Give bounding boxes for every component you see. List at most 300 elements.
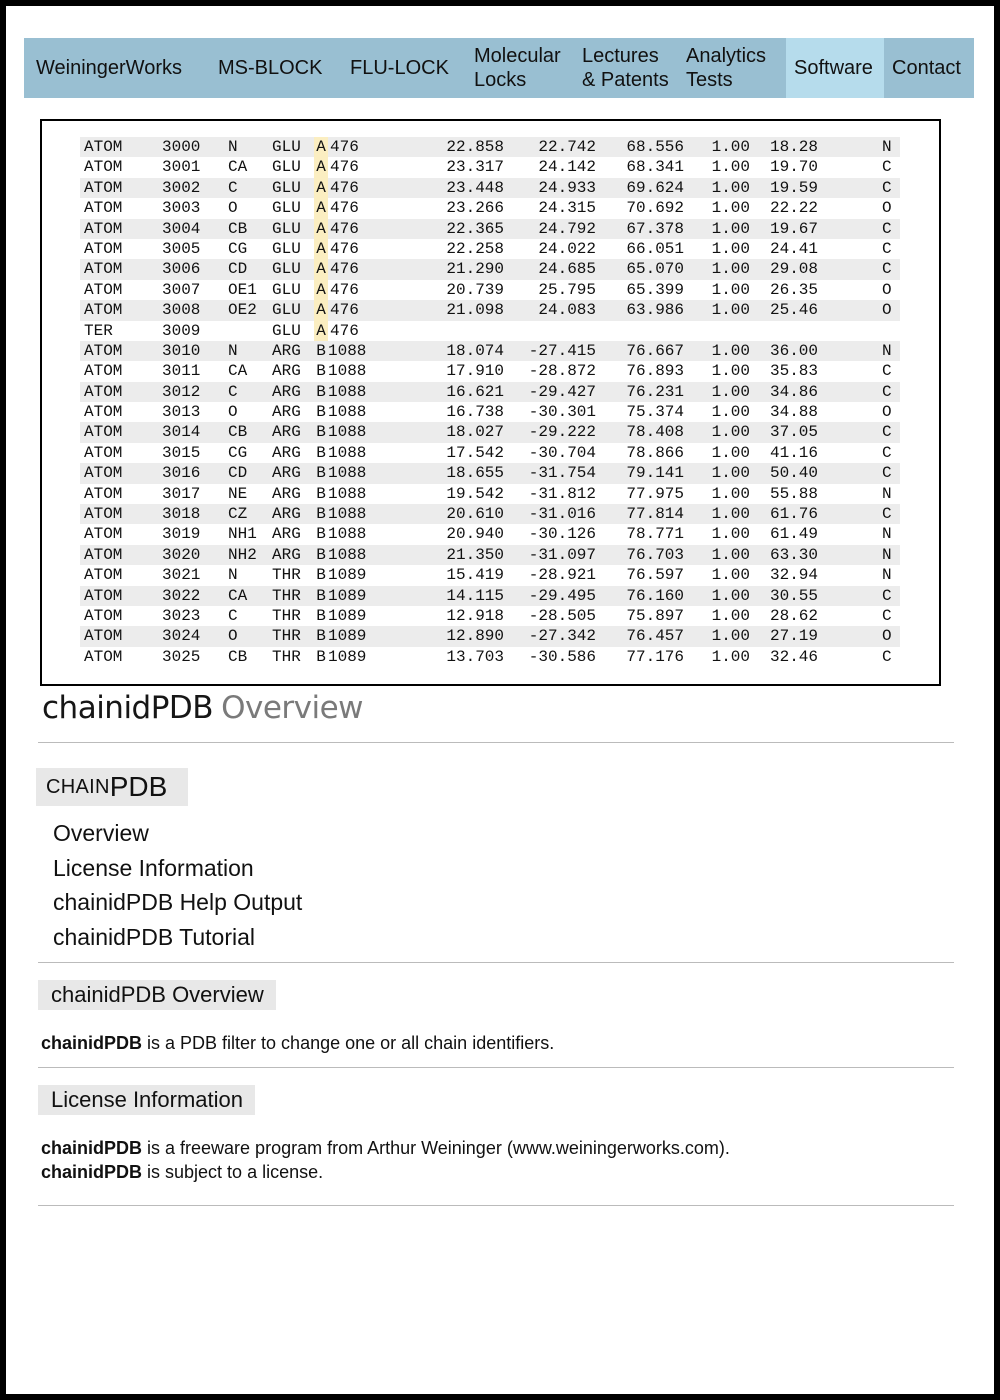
pdb-field-occ: 1.00 [711, 627, 750, 646]
pdb-field-rec: ATOM [84, 606, 123, 625]
pdb-field-occ: 1.00 [711, 341, 750, 360]
pdb-field-rec: ATOM [84, 301, 123, 320]
pdb-field-el: C [882, 586, 892, 605]
pdb-field-b: 34.88 [769, 403, 818, 422]
pdb-line [80, 137, 900, 157]
pdb-field-occ: 1.00 [711, 647, 750, 666]
pdb-line [80, 198, 900, 218]
pdb-field-z: 70.692 [626, 199, 684, 218]
pdb-field-el: N [882, 341, 892, 360]
pdb-field-y: -31.016 [528, 505, 596, 524]
pdb-field-occ: 1.00 [711, 423, 750, 442]
pdb-field-y: -28.921 [528, 566, 596, 585]
pdb-field-z: 76.457 [626, 627, 684, 646]
pdb-field-b: 55.88 [769, 484, 818, 503]
overview-prog-name: chainidPDB [41, 1033, 143, 1053]
pdb-field-rec: ATOM [84, 443, 123, 462]
pdb-field-b: 36.00 [769, 341, 818, 360]
pdb-field-x: 21.290 [446, 260, 504, 279]
pdb-field-el: C [882, 158, 892, 177]
pdb-field-chn: A [314, 259, 328, 279]
pdb-rows [80, 137, 900, 667]
chainpdb-tag-small: CHAIN [46, 775, 110, 798]
pdb-field-num: 476 [330, 301, 359, 320]
pdb-field-chn: B [316, 505, 326, 524]
pdb-field-num: 1088 [328, 341, 367, 360]
pdb-field-occ: 1.00 [711, 566, 750, 585]
pdb-field-res: ARG [272, 341, 301, 360]
pdb-field-res: ARG [272, 545, 301, 564]
pdb-field-atm: N [228, 138, 238, 156]
pdb-field-z: 79.141 [626, 464, 684, 483]
pdb-field-x: 14.115 [446, 586, 504, 605]
pdb-field-z: 68.341 [626, 158, 684, 177]
nav-analytics-tests[interactable]: Analytics Tests [686, 45, 767, 91]
pdb-field-res: GLU [272, 301, 301, 320]
pdb-field-x: 18.027 [446, 423, 504, 442]
pdb-field-el: C [882, 606, 892, 625]
pdb-field-num: 1088 [328, 464, 367, 483]
pdb-field-chn: A [314, 239, 328, 259]
pdb-field-x: 23.266 [446, 199, 504, 218]
pdb-field-ser: 3020 [162, 545, 201, 564]
license-text-2: is subject to a license. [142, 1162, 324, 1182]
pdb-field-x: 15.419 [446, 566, 504, 585]
pdb-field-num: 1088 [328, 403, 367, 422]
pdb-field-atm: CD [228, 464, 248, 483]
pdb-field-chn: B [316, 647, 326, 666]
pdb-field-z: 68.556 [626, 138, 684, 156]
pdb-field-ser: 3003 [162, 199, 201, 218]
pdb-line [80, 361, 900, 381]
pdb-field-rec: ATOM [84, 219, 123, 238]
pdb-field-z: 75.374 [626, 403, 684, 422]
pdb-field-occ: 1.00 [711, 301, 750, 320]
pdb-field-chn: B [316, 464, 326, 483]
pdb-field-z: 76.231 [626, 382, 684, 401]
pdb-field-z: 77.975 [626, 484, 684, 503]
pdb-field-y: -29.222 [528, 423, 596, 442]
pdb-field-atm: NH1 [228, 525, 257, 544]
pdb-field-atm: NE [228, 484, 248, 503]
pdb-field-el: N [882, 566, 892, 585]
pdb-field-res: GLU [272, 219, 301, 238]
pdb-field-res: ARG [272, 505, 301, 524]
divider [38, 1205, 954, 1206]
pdb-field-chn: B [316, 627, 326, 646]
pdb-field-x: 17.910 [446, 362, 504, 381]
license-line-2 [41, 1160, 323, 1184]
pdb-field-y: 25.795 [538, 280, 596, 299]
pdb-line [80, 239, 900, 259]
pdb-field-el: O [882, 403, 892, 422]
pdb-field-occ: 1.00 [711, 382, 750, 401]
pdb-field-atm: N [228, 566, 238, 585]
pdb-field-y: 24.142 [538, 158, 596, 177]
pdb-field-atm: C [228, 178, 238, 197]
pdb-field-ser: 3010 [162, 341, 201, 360]
pdb-field-ser: 3022 [162, 586, 201, 605]
chainpdb-tag-big: PDB [109, 771, 168, 802]
pdb-field-ser: 3023 [162, 606, 201, 625]
nav-software[interactable]: Software [786, 38, 884, 98]
pdb-field-chn: A [314, 300, 328, 320]
nav-flu-lock[interactable]: FLU-LOCK [350, 57, 449, 79]
pdb-field-x: 20.610 [446, 505, 504, 524]
pdb-field-rec: ATOM [84, 341, 123, 360]
pdb-field-occ: 1.00 [711, 545, 750, 564]
pdb-field-res: THR [272, 606, 301, 625]
pdb-field-ser: 3000 [162, 138, 201, 156]
divider [38, 1067, 954, 1068]
pdb-line [80, 300, 900, 320]
pdb-field-z: 78.866 [626, 443, 684, 462]
pdb-field-occ: 1.00 [711, 443, 750, 462]
pdb-field-ser: 3007 [162, 280, 201, 299]
pdb-field-res: THR [272, 627, 301, 646]
pdb-field-ser: 3016 [162, 464, 201, 483]
pdb-field-res: GLU [272, 280, 301, 299]
pdb-field-num: 476 [330, 260, 359, 279]
pdb-field-atm: C [228, 382, 238, 401]
pdb-field-ser: 3001 [162, 158, 201, 177]
pdb-field-z: 76.667 [626, 341, 684, 360]
pdb-field-atm: CA [228, 362, 248, 381]
pdb-field-x: 18.074 [446, 341, 504, 360]
pdb-field-ser: 3012 [162, 382, 201, 401]
pdb-field-occ: 1.00 [711, 280, 750, 299]
toc-overview[interactable]: Overview [53, 820, 149, 846]
pdb-field-occ: 1.00 [711, 138, 750, 156]
pdb-field-res: GLU [272, 199, 301, 218]
pdb-field-ser: 3024 [162, 627, 201, 646]
pdb-field-z: 65.399 [626, 280, 684, 299]
license-prog-name: chainidPDB [41, 1162, 143, 1182]
pdb-field-ser: 3014 [162, 423, 201, 442]
pdb-field-el: C [882, 178, 892, 197]
pdb-field-b: 41.16 [769, 443, 818, 462]
pdb-field-num: 1088 [328, 382, 367, 401]
pdb-field-res: THR [272, 586, 301, 605]
pdb-field-num: 476 [330, 199, 359, 218]
pdb-field-y: -31.097 [528, 545, 596, 564]
pdb-field-num: 1089 [328, 566, 367, 585]
pdb-field-y: 24.792 [538, 219, 596, 238]
pdb-field-b: 19.67 [769, 219, 818, 238]
pdb-field-occ: 1.00 [711, 484, 750, 503]
license-prog-name: chainidPDB [41, 1138, 143, 1158]
pdb-field-y: -30.126 [528, 525, 596, 544]
pdb-field-res: THR [272, 647, 301, 666]
pdb-field-chn: A [314, 219, 328, 239]
pdb-field-ser: 3009 [162, 321, 201, 340]
pdb-field-rec: ATOM [84, 525, 123, 544]
pdb-field-atm: CA [228, 586, 248, 605]
pdb-field-atm: O [228, 199, 238, 218]
pdb-line [80, 341, 900, 361]
pdb-line [80, 422, 900, 442]
overview-text [41, 1031, 554, 1055]
pdb-line [80, 647, 900, 667]
pdb-line [80, 402, 900, 422]
pdb-field-atm: CB [228, 647, 248, 666]
divider [38, 742, 954, 743]
pdb-field-ser: 3002 [162, 178, 201, 197]
pdb-field-x: 18.655 [446, 464, 504, 483]
pdb-field-chn: B [316, 382, 326, 401]
pdb-field-el: O [882, 280, 892, 299]
pdb-field-rec: ATOM [84, 505, 123, 524]
pdb-field-x: 17.542 [446, 443, 504, 462]
pdb-field-atm: CG [228, 443, 248, 462]
pdb-field-b: 50.40 [769, 464, 818, 483]
pdb-field-b: 25.46 [769, 301, 818, 320]
pdb-field-occ: 1.00 [711, 158, 750, 177]
pdb-field-res: GLU [272, 178, 301, 197]
pdb-field-rec: ATOM [84, 423, 123, 442]
pdb-field-res: GLU [272, 158, 301, 177]
pdb-field-y: -30.586 [528, 647, 596, 666]
pdb-field-rec: ATOM [84, 178, 123, 197]
pdb-field-y: -27.415 [528, 341, 596, 360]
pdb-field-occ: 1.00 [711, 178, 750, 197]
pdb-field-num: 1088 [328, 484, 367, 503]
pdb-field-res: GLU [272, 239, 301, 258]
pdb-line [80, 259, 900, 279]
pdb-field-atm: CB [228, 219, 248, 238]
pdb-field-y: -30.301 [528, 403, 596, 422]
pdb-field-el: O [882, 301, 892, 320]
license-heading: License Information [38, 1085, 255, 1115]
pdb-field-ser: 3004 [162, 219, 201, 238]
pdb-field-y: -27.342 [528, 627, 596, 646]
pdb-field-num: 1089 [328, 586, 367, 605]
pdb-field-y: 24.315 [538, 199, 596, 218]
pdb-field-chn: A [314, 178, 328, 198]
pdb-line [80, 463, 900, 483]
pdb-field-res: ARG [272, 403, 301, 422]
pdb-field-x: 22.258 [446, 239, 504, 258]
pdb-field-rec: ATOM [84, 362, 123, 381]
pdb-field-ser: 3015 [162, 443, 201, 462]
pdb-field-chn: A [314, 280, 328, 300]
pdb-field-res: GLU [272, 260, 301, 279]
pdb-field-ser: 3018 [162, 505, 201, 524]
pdb-field-el: C [882, 423, 892, 442]
pdb-field-z: 78.771 [626, 525, 684, 544]
pdb-line [80, 606, 900, 626]
pdb-line [80, 626, 900, 646]
pdb-field-chn: A [314, 321, 328, 341]
pdb-field-num: 1088 [328, 362, 367, 381]
pdb-field-y: -28.505 [528, 606, 596, 625]
pdb-field-el: O [882, 199, 892, 218]
pdb-field-rec: ATOM [84, 199, 123, 218]
pdb-field-res: GLU [272, 138, 301, 156]
pdb-field-y: 24.083 [538, 301, 596, 320]
page-title-name: chainidPDB [42, 690, 214, 726]
license-text-1: is a freeware program from Arthur Weininger (www.weiningerworks.com). [142, 1138, 730, 1158]
pdb-field-x: 21.098 [446, 301, 504, 320]
pdb-field-chn: B [316, 484, 326, 503]
nav-ms-block[interactable]: MS-BLOCK [218, 57, 323, 79]
pdb-field-occ: 1.00 [711, 505, 750, 524]
pdb-field-el: N [882, 545, 892, 564]
pdb-field-res: THR [272, 566, 301, 585]
pdb-field-rec: ATOM [84, 647, 123, 666]
pdb-field-b: 30.55 [769, 586, 818, 605]
pdb-field-res: ARG [272, 443, 301, 462]
pdb-field-z: 77.176 [626, 647, 684, 666]
pdb-field-atm: OE2 [228, 301, 257, 320]
pdb-field-res: GLU [272, 321, 301, 340]
pdb-field-x: 23.317 [446, 158, 504, 177]
pdb-field-x: 20.940 [446, 525, 504, 544]
pdb-line [80, 321, 900, 341]
pdb-field-el: C [882, 362, 892, 381]
pdb-field-el: C [882, 464, 892, 483]
pdb-field-atm: CB [228, 423, 248, 442]
pdb-field-occ: 1.00 [711, 525, 750, 544]
pdb-field-z: 76.893 [626, 362, 684, 381]
pdb-field-b: 32.94 [769, 566, 818, 585]
overview-desc: is a PDB filter to change one or all chain identifiers. [142, 1033, 555, 1053]
toc-license[interactable]: License Information [53, 854, 254, 881]
pdb-field-occ: 1.00 [711, 606, 750, 625]
pdb-field-atm: CG [228, 239, 248, 258]
pdb-field-b: 29.08 [769, 260, 818, 279]
pdb-field-y: 24.022 [538, 239, 596, 258]
pdb-field-b: 19.59 [769, 178, 818, 197]
pdb-field-b: 28.62 [769, 606, 818, 625]
nav-molecular-locks[interactable]: Molecular Locks [474, 45, 561, 91]
pdb-field-chn: B [316, 566, 326, 585]
pdb-field-num: 1088 [328, 525, 367, 544]
pdb-field-num: 476 [330, 239, 359, 258]
pdb-field-z: 67.378 [626, 219, 684, 238]
pdb-field-occ: 1.00 [711, 199, 750, 218]
pdb-field-atm: O [228, 627, 238, 646]
pdb-field-el: C [882, 382, 892, 401]
pdb-field-b: 19.70 [769, 158, 818, 177]
pdb-field-atm: O [228, 403, 238, 422]
pdb-field-x: 23.448 [446, 178, 504, 197]
pdb-field-x: 16.738 [446, 403, 504, 422]
nav-lectures-patents[interactable]: Lectures & Patents [582, 45, 669, 91]
pdb-field-x: 19.542 [446, 484, 504, 503]
pdb-listing [40, 119, 941, 686]
pdb-field-b: 61.76 [769, 505, 818, 524]
pdb-field-rec: ATOM [84, 158, 123, 177]
pdb-field-num: 1089 [328, 647, 367, 666]
divider [38, 962, 954, 963]
pdb-field-b: 24.41 [769, 239, 818, 258]
pdb-field-y: -31.812 [528, 484, 596, 503]
pdb-field-y: -28.872 [528, 362, 596, 381]
pdb-field-b: 22.22 [769, 199, 818, 218]
nav-brand-link[interactable]: WeiningerWorks [36, 57, 182, 79]
pdb-field-ser: 3008 [162, 301, 201, 320]
pdb-field-chn: B [316, 362, 326, 381]
pdb-field-occ: 1.00 [711, 260, 750, 279]
pdb-field-num: 476 [330, 321, 359, 340]
pdb-field-num: 1089 [328, 627, 367, 646]
pdb-field-rec: ATOM [84, 280, 123, 299]
pdb-field-chn: B [316, 423, 326, 442]
pdb-field-num: 476 [330, 158, 359, 177]
pdb-field-rec: ATOM [84, 545, 123, 564]
pdb-field-y: 22.742 [538, 138, 596, 156]
pdb-field-rec: ATOM [84, 382, 123, 401]
pdb-field-occ: 1.00 [711, 362, 750, 381]
pdb-field-x: 16.621 [446, 382, 504, 401]
pdb-field-el: N [882, 138, 892, 156]
pdb-field-z: 66.051 [626, 239, 684, 258]
pdb-field-ser: 3021 [162, 566, 201, 585]
pdb-field-atm: OE1 [228, 280, 257, 299]
pdb-line [80, 382, 900, 402]
pdb-field-ser: 3013 [162, 403, 201, 422]
top-nav [24, 38, 974, 98]
pdb-field-chn: A [314, 198, 328, 218]
pdb-field-z: 75.897 [626, 606, 684, 625]
pdb-field-atm: CA [228, 158, 248, 177]
pdb-field-b: 32.46 [769, 647, 818, 666]
pdb-field-chn: B [316, 525, 326, 544]
pdb-field-occ: 1.00 [711, 239, 750, 258]
pdb-line [80, 524, 900, 544]
pdb-field-num: 1088 [328, 443, 367, 462]
pdb-field-z: 65.070 [626, 260, 684, 279]
pdb-field-rec: ATOM [84, 239, 123, 258]
pdb-field-rec: ATOM [84, 403, 123, 422]
pdb-field-el: N [882, 484, 892, 503]
pdb-field-ser: 3011 [162, 362, 201, 381]
pdb-field-atm: NH2 [228, 545, 257, 564]
pdb-field-num: 1088 [328, 545, 367, 564]
toc-tutorial[interactable]: chainidPDB Tutorial [53, 923, 255, 950]
pdb-line [80, 219, 900, 239]
pdb-field-occ: 1.00 [711, 464, 750, 483]
pdb-field-occ: 1.00 [711, 586, 750, 605]
pdb-field-x: 21.350 [446, 545, 504, 564]
nav-contact[interactable]: Contact [892, 57, 961, 79]
pdb-field-rec: ATOM [84, 586, 123, 605]
pdb-field-z: 69.624 [626, 178, 684, 197]
toc-help-output[interactable]: chainidPDB Help Output [53, 889, 303, 915]
pdb-field-num: 1088 [328, 423, 367, 442]
pdb-field-el: C [882, 647, 892, 666]
pdb-field-rec: ATOM [84, 464, 123, 483]
chainpdb-tag [36, 768, 188, 806]
pdb-field-z: 76.703 [626, 545, 684, 564]
pdb-field-el: C [882, 505, 892, 524]
pdb-field-rec: TER [84, 321, 113, 340]
pdb-line [80, 280, 900, 300]
pdb-field-el: C [882, 443, 892, 462]
pdb-field-el: N [882, 525, 892, 544]
pdb-field-atm: N [228, 341, 238, 360]
pdb-field-atm: CZ [228, 505, 248, 524]
pdb-field-el: C [882, 219, 892, 238]
pdb-line [80, 157, 900, 177]
pdb-field-b: 61.49 [769, 525, 818, 544]
pdb-field-y: -29.427 [528, 382, 596, 401]
pdb-field-atm: C [228, 606, 238, 625]
pdb-field-chn: B [316, 545, 326, 564]
pdb-line [80, 443, 900, 463]
pdb-field-x: 12.890 [446, 627, 504, 646]
